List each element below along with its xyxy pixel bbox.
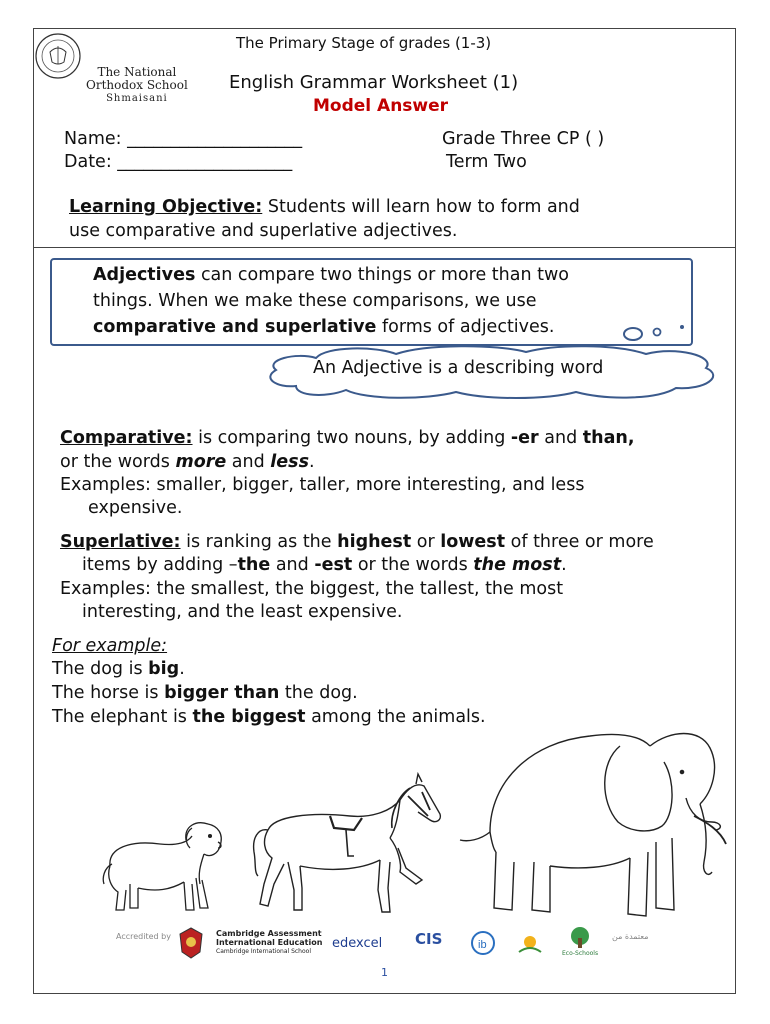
info-line1-rest: can compare two things or more than two: [195, 265, 569, 285]
superlative-line2: [82, 555, 567, 575]
learning-objective-line2: use comparative and superlative adjectives.: [69, 221, 458, 241]
sup-l2a: items by adding –: [82, 555, 238, 575]
page-number: 1: [381, 966, 388, 979]
sup-est: -est: [314, 555, 353, 575]
comp-er-bold: -er: [510, 428, 539, 448]
grade-label: Grade Three CP ( ): [442, 129, 605, 149]
ex1a: The dog is: [52, 659, 149, 679]
school-name: [86, 66, 188, 105]
cambridge-logo: [216, 929, 322, 956]
jordan-crest-icon: [176, 926, 206, 960]
cambridge-line2: International Education: [216, 938, 323, 947]
comp-less: less: [270, 452, 309, 472]
school-name-line2: Orthodox School: [86, 78, 188, 92]
sup-l1c: or: [411, 532, 441, 552]
comparative-line2: [60, 452, 315, 472]
comp-than-bold: than,: [582, 428, 635, 448]
comparative-examples-cont: expensive.: [88, 498, 183, 518]
example-heading: [52, 636, 167, 656]
horse-illustration: [250, 772, 455, 922]
example-sentence-dog: [52, 659, 185, 679]
school-name-line1: The National: [97, 65, 177, 79]
school-seal-logo: [34, 32, 82, 80]
cambridge-line3: Cambridge International School: [216, 948, 311, 955]
example-sentence-elephant: [52, 707, 486, 727]
info-forms-bold: comparative and superlative: [93, 317, 377, 337]
eco-schools-icon: [565, 926, 595, 950]
ex2c: the dog.: [279, 683, 358, 703]
ex3c: among the animals.: [305, 707, 486, 727]
learning-objective-line1: [69, 197, 580, 217]
accredited-by-label: Accredited by: [116, 932, 171, 941]
eco-schools-label: Eco-Schools: [562, 950, 599, 957]
svg-text:ib: ib: [478, 939, 487, 951]
edexcel-logo: edexcel: [332, 936, 383, 951]
ex1-big: big: [148, 659, 180, 679]
objective-text1: Students will learn how to form and: [262, 197, 580, 217]
example-heading-text: For example:: [52, 636, 168, 656]
sup-l1e: of three or more: [505, 532, 654, 552]
cis-logo: CIS: [415, 930, 443, 948]
comp-l2c: and: [226, 452, 271, 472]
comp-text-c: and: [538, 428, 583, 448]
comparative-line1: [60, 428, 635, 448]
info-line1: [93, 262, 683, 288]
comparative-heading: Comparative:: [60, 428, 193, 448]
example-sentence-horse: [52, 683, 358, 703]
comp-text-a: is comparing two nouns, by adding: [192, 428, 511, 448]
learning-objective-heading: Learning Objective:: [69, 197, 263, 217]
sup-l2c: and: [270, 555, 315, 575]
superlative-examples-cont: interesting, and the least expensive.: [82, 602, 403, 622]
comparative-examples: Examples: smaller, bigger, taller, more interesting, and less: [60, 475, 585, 495]
comp-more: more: [175, 452, 227, 472]
model-answer-label: Model Answer: [313, 96, 449, 116]
info-adjectives-bold: Adjectives: [93, 265, 196, 285]
accredited-by-arabic: معتمدة من: [612, 932, 649, 941]
sup-highest: highest: [337, 532, 412, 552]
info-line2: things. When we make these comparisons, we use: [93, 291, 537, 311]
comp-l2e: .: [308, 452, 315, 472]
superlative-examples: Examples: the smallest, the biggest, the tallest, the most: [60, 579, 564, 599]
worksheet-title: English Grammar Worksheet (1): [229, 72, 519, 93]
cambridge-line1: Cambridge Assessment: [216, 929, 322, 938]
ex2a: The horse is: [52, 683, 165, 703]
sup-the: the: [237, 555, 271, 575]
school-name-line3: Shmaisani: [106, 93, 168, 104]
elephant-illustration: [450, 722, 740, 927]
date-field[interactable]: Date: ____________________: [64, 152, 293, 172]
comp-l2a: or the words: [60, 452, 176, 472]
header-divider: [33, 247, 736, 248]
name-field[interactable]: Name: ____________________: [64, 129, 303, 149]
ib-logo-icon: [470, 930, 496, 956]
ex3a: The elephant is: [52, 707, 193, 727]
sup-l2e: or the words: [352, 555, 474, 575]
superlative-heading: Superlative:: [60, 532, 181, 552]
ex3-the-biggest: the biggest: [192, 707, 306, 727]
ex2-bigger-than: bigger than: [164, 683, 280, 703]
cloud-text: An Adjective is a describing word: [313, 358, 604, 378]
adjectives-info-box: [50, 258, 693, 346]
sup-l1a: is ranking as the: [180, 532, 338, 552]
term-label: Term Two: [446, 152, 527, 172]
dog-illustration: [100, 818, 230, 918]
info-line3: [93, 314, 683, 340]
ex1c: .: [179, 659, 185, 679]
info-line3-rest: forms of adjectives.: [376, 317, 555, 337]
sup-l2g: .: [561, 555, 567, 575]
stage-title: The Primary Stage of grades (1-3): [236, 34, 492, 52]
sup-lowest: lowest: [440, 532, 506, 552]
sun-logo-icon: [515, 930, 545, 956]
sup-the-most: the most: [473, 555, 562, 575]
superlative-line1: [60, 532, 654, 552]
